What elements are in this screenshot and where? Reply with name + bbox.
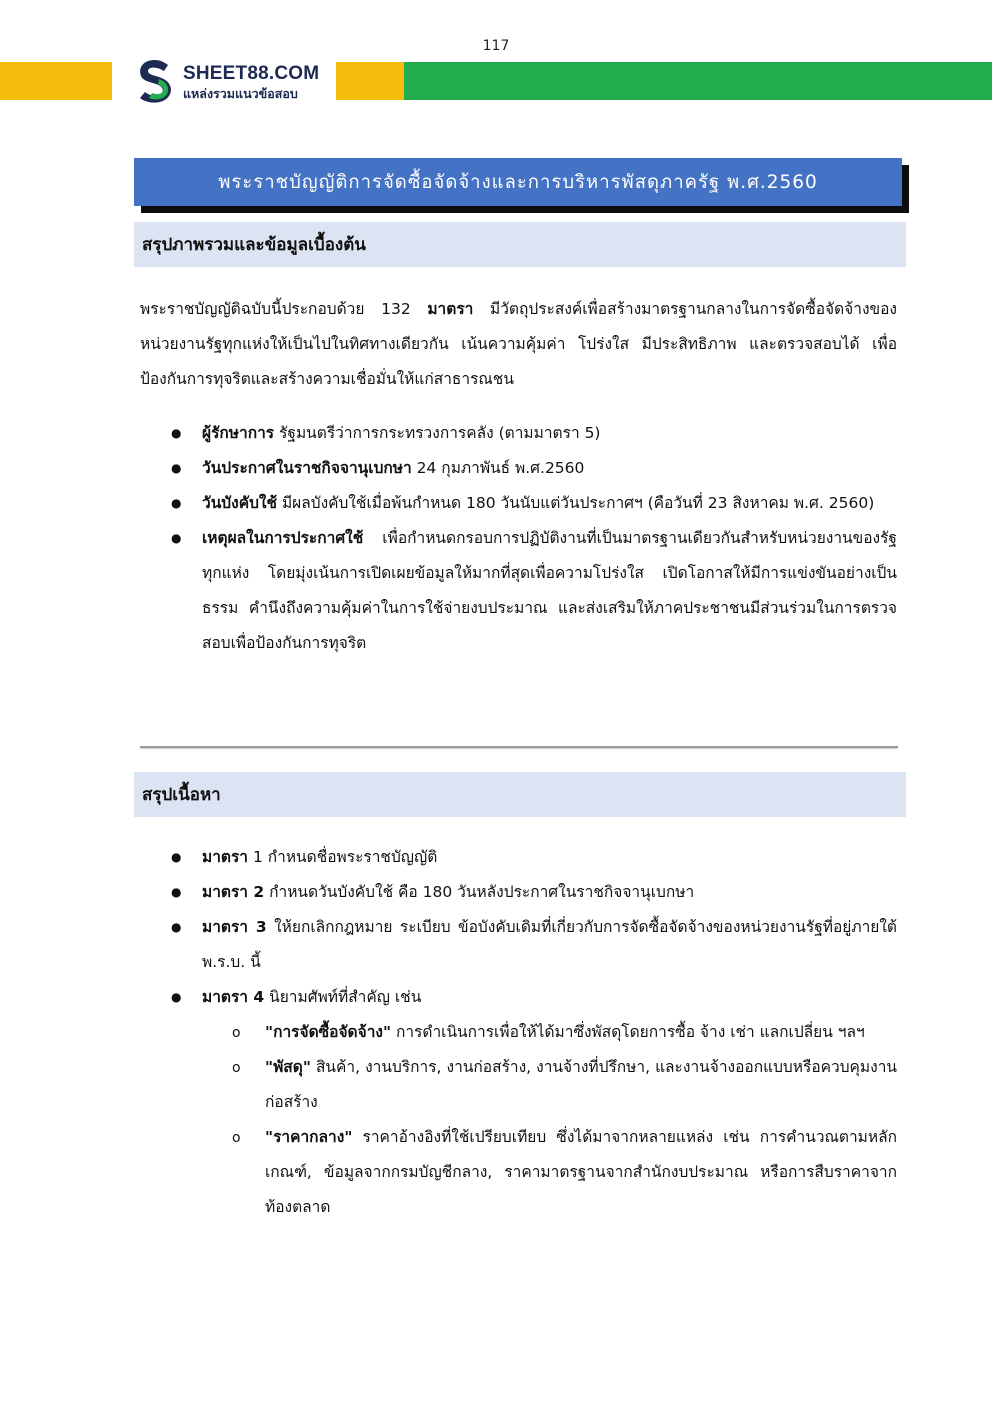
list-item: ● ผู้รักษาการ รัฐมนตรีว่าการกระทรวงการคลัง (ตามมาตรา 5) bbox=[171, 424, 601, 442]
header-band-green bbox=[404, 62, 992, 100]
definition-item: o "พัสดุ" สินค้า, งานบริการ, งานก่อสร้าง, งานจ้างที่ปรึกษา, และงานจ้างออกแบบหรือควบคุมงานก่อสร้าง bbox=[232, 1058, 897, 1111]
overview-bullet-list bbox=[140, 416, 897, 661]
content-bullet-list bbox=[140, 840, 897, 1225]
header-band-yellow-mid bbox=[336, 62, 404, 100]
header-band-yellow-left bbox=[0, 62, 112, 100]
definition-item: o "ราคากลาง" ราคาอ้างอิงที่ใช้เปรียบเทียบ ซึ่งได้มาจากหลายแหล่ง เช่น การคำนวณตามหลักเกณฑ์, ข้อมูลจากกรมบัญชีกลาง, ราคามาตรฐานจากสำนักงบประมาณ หรือการสืบราคาจากท้องตลาด bbox=[232, 1128, 897, 1216]
page-number: 117 bbox=[482, 38, 510, 54]
list-item: ● มาตรา 2 กำหนดวันบังคับใช้ คือ 180 วันหลังประกาศในราชกิจจานุเบกษา bbox=[171, 883, 695, 901]
list-item: ● วันบังคับใช้ มีผลบังคับใช้เมื่อพ้นกำหนด 180 วันนับแต่วันประกาศฯ (คือวันที่ 23 สิงหาคม พ.ศ. 2560) bbox=[171, 494, 875, 512]
content-heading: สรุปเนื้อหา bbox=[134, 772, 906, 817]
logo-s-icon bbox=[134, 58, 176, 104]
section-divider bbox=[140, 746, 898, 748]
logo-title: SHEET88.COM bbox=[183, 63, 320, 84]
list-item: ● มาตรา 1 กำหนดชื่อพระราชบัญญัติ bbox=[171, 848, 438, 866]
intro-paragraph: พระราชบัญญัติฉบับนี้ประกอบด้วย 132 มาตรา มีวัตถุประสงค์เพื่อสร้างมาตรฐานกลางในการจัดซื้อจัดจ้างของหน่วยงานรัฐทุกแห่งให้เป็นไปในทิศทางเดียวกัน เน้นความคุ้มค่า โปร่งใส มีประสิทธิภาพ และตรวจสอบได้ เพื่อป้องกันการทุจริตและสร้างความเชื่อมั่นให้แก่สาธารณชน bbox=[140, 300, 897, 388]
list-item: ● วันประกาศในราชกิจจานุเบกษา 24 กุมภาพันธ์ พ.ศ.2560 bbox=[171, 459, 585, 477]
list-item: ● มาตรา 4 นิยามศัพท์ที่สำคัญ เช่น bbox=[171, 988, 422, 1006]
definition-item: o "การจัดซื้อจัดจ้าง" การดำเนินการเพื่อให้ได้มาซึ่งพัสดุโดยการซื้อ จ้าง เช่า แลกเปลี่ยน ฯลฯ bbox=[232, 1023, 865, 1041]
overview-heading: สรุปภาพรวมและข้อมูลเบื้องต้น bbox=[134, 222, 906, 267]
list-item: ● มาตรา 3 ให้ยกเลิกกฎหมาย ระเบียบ ข้อบังคับเดิมที่เกี่ยวกับการจัดซื้อจัดจ้างของหน่วยงานรัฐที่อยู่ภายใต้ พ.ร.บ. นี้ bbox=[171, 918, 897, 971]
logo-subtitle: แหล่งรวมแนวข้อสอบ bbox=[183, 86, 298, 101]
document-title: พระราชบัญญัติการจัดซื้อจัดจ้างและการบริหารพัสดุภาครัฐ พ.ศ.2560 bbox=[134, 158, 902, 206]
list-item: ● เหตุผลในการประกาศใช้ เพื่อกำหนดกรอบการปฏิบัติงานที่เป็นมาตรฐานเดียวกันสำหรับหน่วยงานของรัฐทุกแห่ง โดยมุ่งเน้นการเปิดเผยข้อมูลให้มากที่สุดเพื่อความโปร่งใส เปิดโอกาสให้มีการแข่งขันอย่างเป็นธรรม คำนึงถึงความคุ้มค่าในการใช้จ่ายงบประมาณ และส่งเสริมให้ภาคประชาชนมีส่วนร่วมในการตรวจสอบเพื่อป้องกันการทุจริต bbox=[171, 529, 897, 652]
